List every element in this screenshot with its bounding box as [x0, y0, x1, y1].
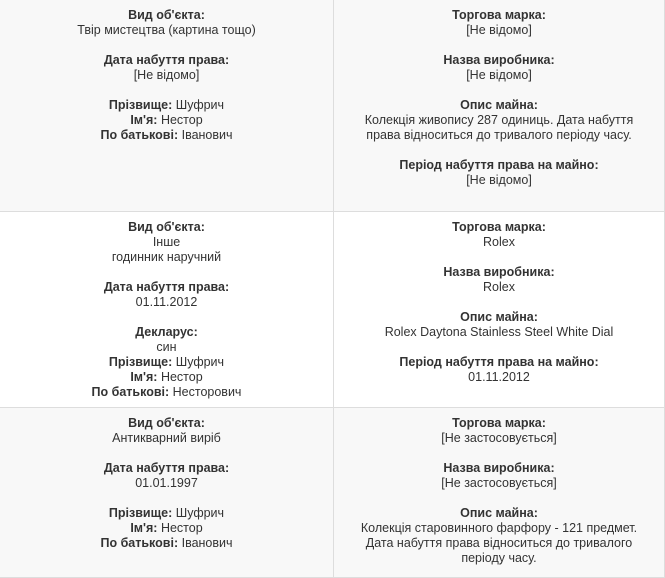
patronymic-row: [0, 385, 333, 400]
name-row: [0, 113, 333, 128]
acquisition-date-value: [Не відомо]: [133, 68, 200, 82]
object-type-value: Інше: [152, 235, 181, 249]
maker-label: Назва виробника:: [443, 461, 555, 475]
brand-label: Торгова марка:: [452, 8, 546, 22]
object-type-value: Твір мистецтва (картина тощо): [77, 23, 256, 37]
surname-label: Прізвище:: [108, 98, 173, 112]
object-type-label: Вид об'єкта:: [128, 416, 205, 430]
brand-value: [Не застосовується]: [441, 431, 557, 445]
object-type-value: Антикварний виріб: [112, 431, 221, 445]
name-value: Нестор: [160, 521, 203, 535]
maker-value: [Не застосовується]: [441, 476, 557, 490]
object-type-detail: годинник наручний: [111, 250, 222, 264]
row-1-left-cell: [0, 0, 334, 212]
acquisition-date-value: 01.11.2012: [135, 295, 198, 309]
surname-row: [0, 98, 333, 113]
period-value: 01.11.2012: [468, 370, 530, 384]
surname-value: Шуфрич: [175, 98, 225, 112]
declarant-label: Декларус:: [135, 325, 198, 339]
acquisition-date-label: Дата набуття права:: [103, 461, 230, 475]
surname-row: [0, 355, 333, 370]
patronymic-label: По батькові:: [100, 128, 179, 142]
declarant-value: син: [156, 340, 177, 354]
patronymic-row: [0, 536, 333, 551]
description-line: періоду часу.: [461, 551, 537, 565]
row-2-right-cell: [334, 212, 665, 408]
patronymic-value: Несторович: [172, 385, 242, 399]
brand-label: Торгова марка:: [452, 416, 546, 430]
maker-value: [Не відомо]: [466, 68, 532, 82]
brand-value: [Не відомо]: [466, 23, 532, 37]
surname-value: Шуфрич: [175, 355, 225, 369]
description-line: Колекція старовинного фарфору - 121 предмет.: [360, 521, 638, 535]
row-3-left-cell: [0, 408, 334, 578]
maker-label: Назва виробника:: [443, 53, 555, 67]
patronymic-label: По батькові:: [91, 385, 170, 399]
object-type-label: Вид об'єкта:: [128, 8, 205, 22]
name-row: [0, 521, 333, 536]
name-label: Ім'я:: [130, 370, 158, 384]
description-label: Опис майна:: [460, 506, 538, 520]
patronymic-value: Іванович: [181, 128, 233, 142]
name-label: Ім'я:: [130, 521, 158, 535]
name-row: [0, 370, 333, 385]
row-1-right-cell: [334, 0, 665, 212]
description-line: Rolex Daytona Stainless Steel White Dial: [384, 325, 614, 339]
surname-label: Прізвище:: [108, 355, 173, 369]
object-type-label: Вид об'єкта:: [128, 220, 205, 234]
patronymic-label: По батькові:: [100, 536, 179, 550]
brand-label: Торгова марка:: [452, 220, 546, 234]
acquisition-date-value: 01.01.1997: [135, 476, 198, 490]
row-3-right-cell: [334, 408, 665, 578]
brand-value: Rolex: [483, 235, 515, 249]
name-label: Ім'я:: [130, 113, 158, 127]
acquisition-date-label: Дата набуття права:: [103, 53, 230, 67]
description-line: Колекція живопису 287 одиниць. Дата набуття: [364, 113, 634, 127]
row-2-left-cell: [0, 212, 334, 408]
name-value: Нестор: [160, 370, 203, 384]
surname-label: Прізвище:: [108, 506, 173, 520]
patronymic-value: Іванович: [181, 536, 233, 550]
period-value: [Не відомо]: [466, 173, 532, 187]
description-label: Опис майна:: [460, 98, 538, 112]
description-line: Дата набуття права відноситься до тривалого: [365, 536, 633, 550]
surname-row: [0, 506, 333, 521]
description-label: Опис майна:: [460, 310, 538, 324]
period-label: Період набуття права на майно:: [399, 355, 599, 369]
period-label: Період набуття права на майно:: [399, 158, 599, 172]
patronymic-row: [0, 128, 333, 143]
acquisition-date-label: Дата набуття права:: [103, 280, 230, 294]
maker-value: Rolex: [483, 280, 515, 294]
description-line: права відноситься до тривалого періоду часу.: [366, 128, 632, 142]
surname-value: Шуфрич: [175, 506, 225, 520]
maker-label: Назва виробника:: [443, 265, 555, 279]
name-value: Нестор: [160, 113, 203, 127]
